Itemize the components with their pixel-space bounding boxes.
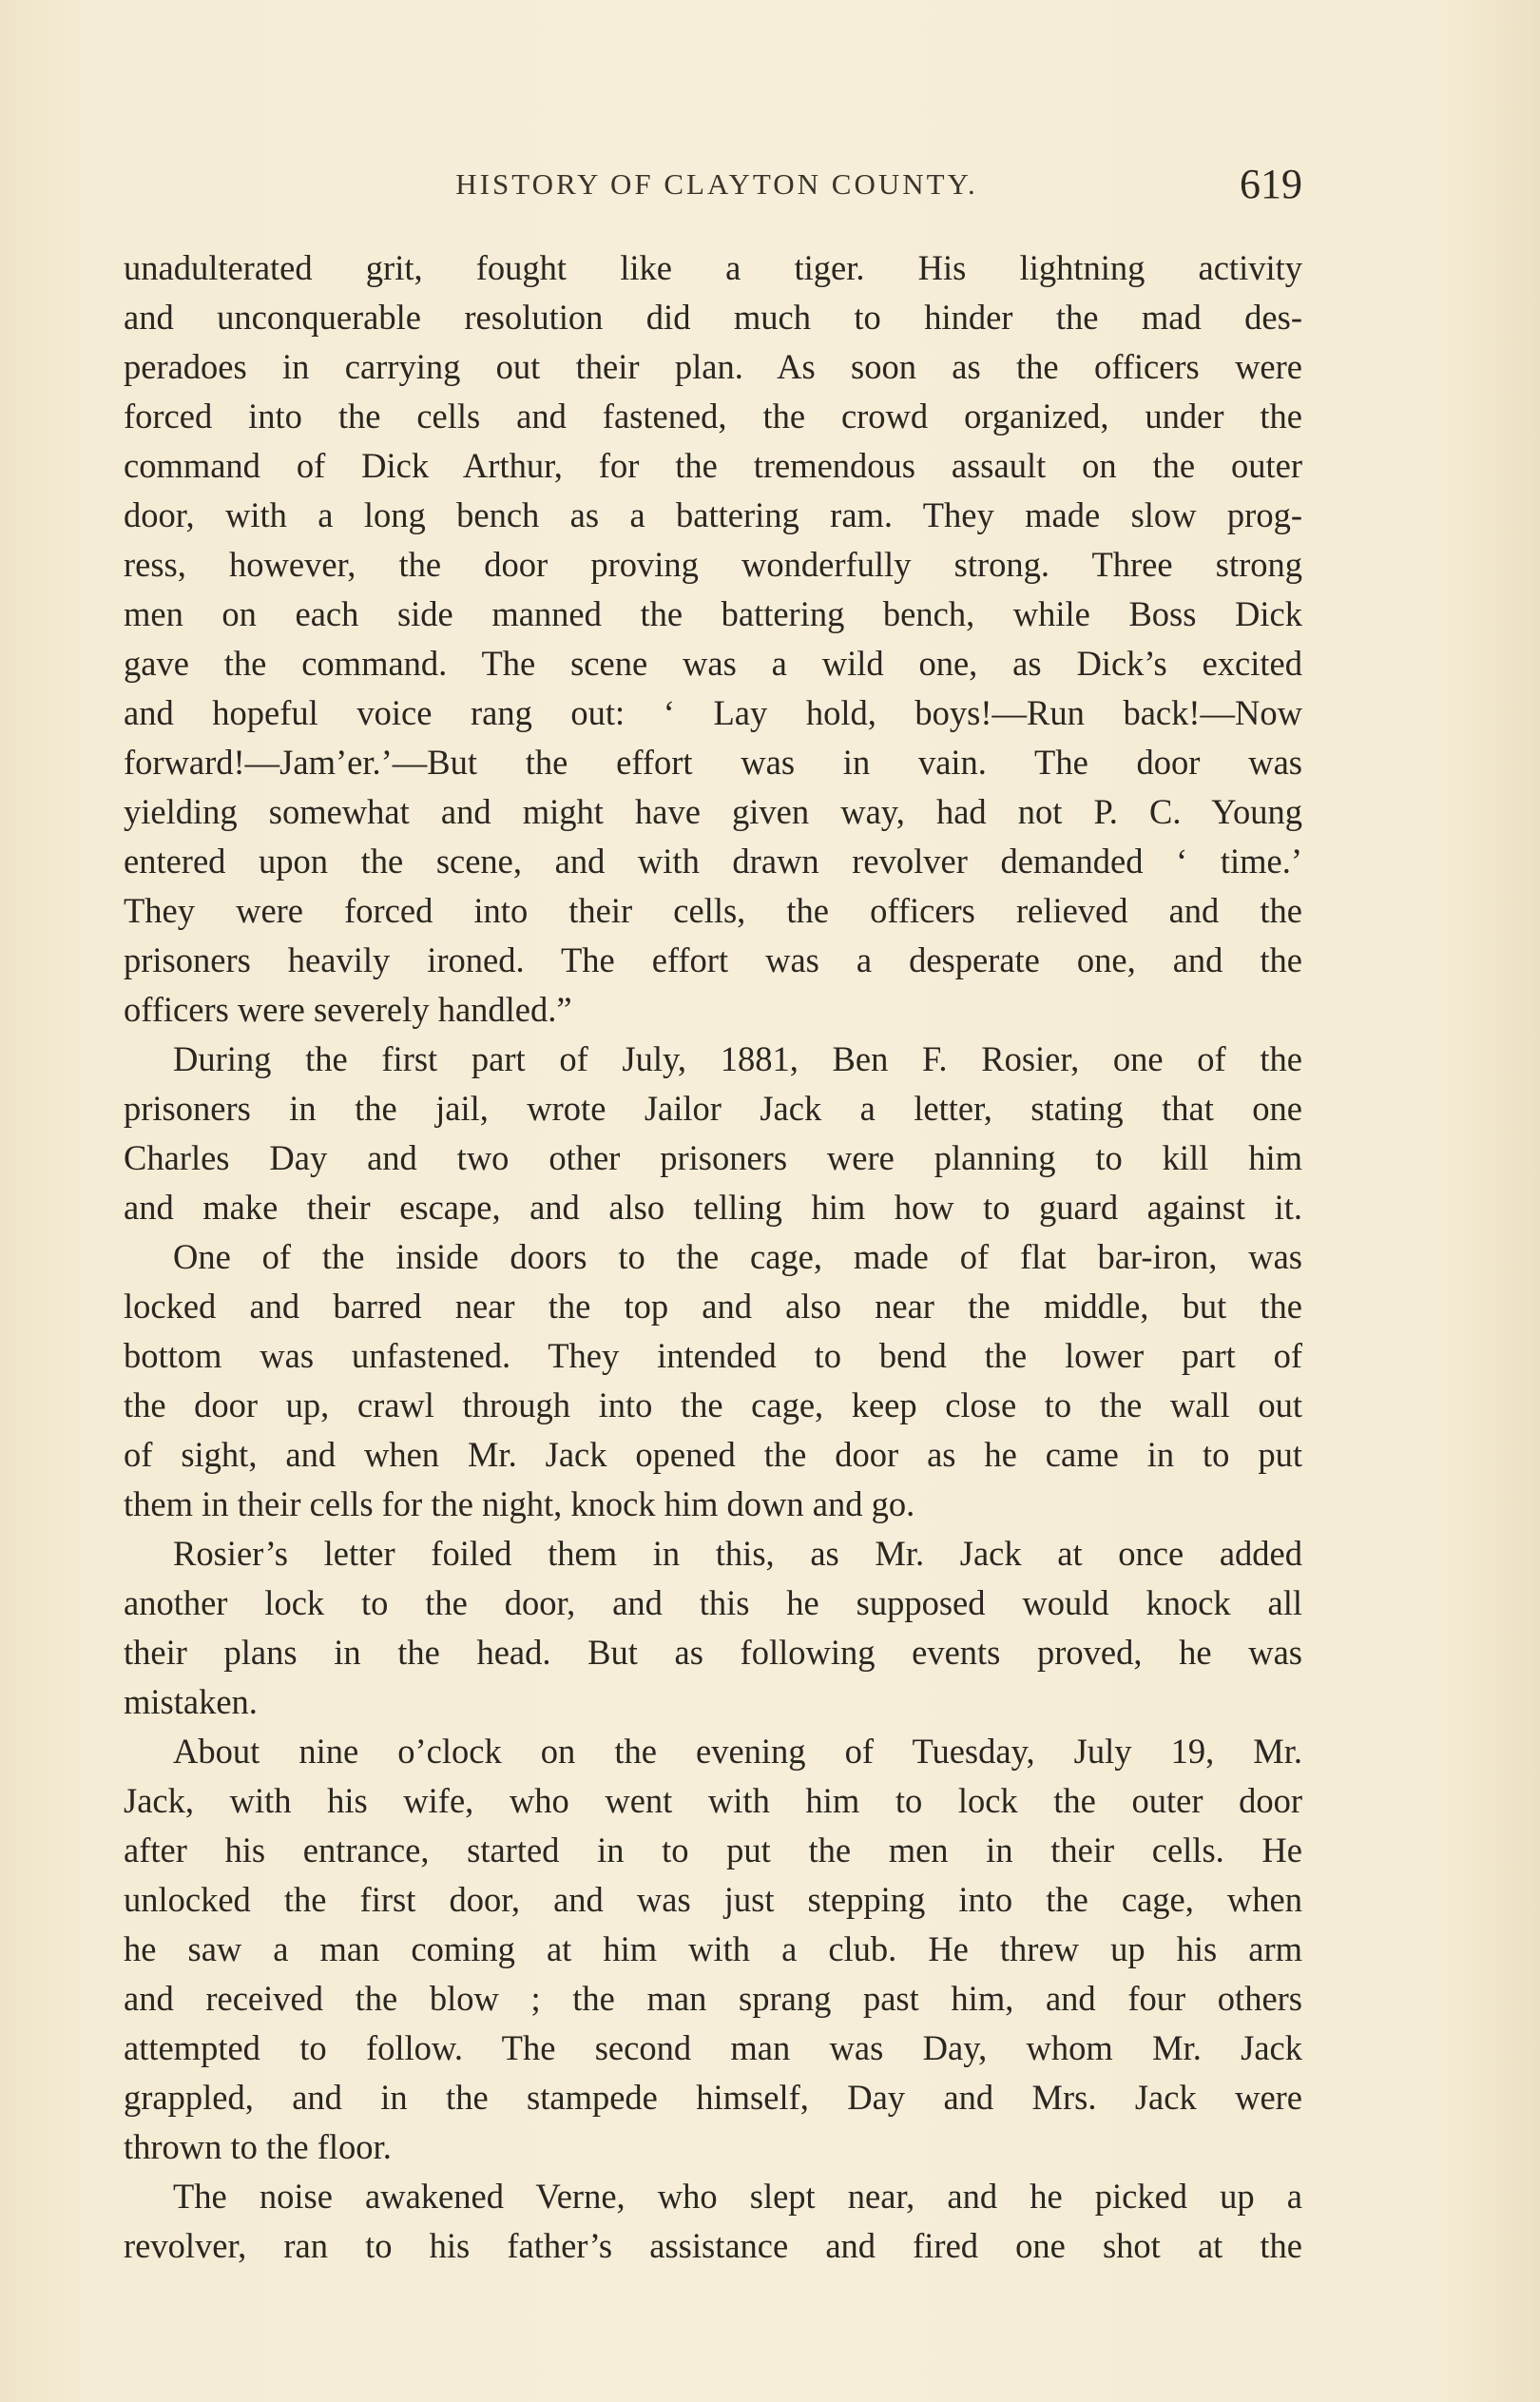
- text-line: mistaken.: [124, 1682, 258, 1721]
- text-line: Rosier’s letter foiled them in this, as Mr. Jack at once added: [173, 1534, 1302, 1573]
- text-line: entered upon the scene, and with drawn revolver demanded ‘ time.’: [124, 842, 1302, 881]
- text-line: yielding somewhat and might have given way, had not P. C. Young: [124, 792, 1302, 831]
- text-line: bottom was unfastened. They intended to bend the lower part of: [124, 1336, 1302, 1375]
- text-line: unlocked the first door, and was just stepping into the cage, when: [124, 1880, 1302, 1919]
- text-line: grappled, and in the stampede himself, Day and Mrs. Jack were: [124, 2078, 1302, 2117]
- text-line: them in their cells for the night, knock him down and go.: [124, 1484, 915, 1523]
- text-line: One of the inside doors to the cage, made of flat bar-iron, was: [173, 1237, 1302, 1276]
- text-line: peradoes in carrying out their plan. As soon as the officers were: [124, 347, 1302, 386]
- text-line: ress, however, the door proving wonderfully strong. Three strong: [124, 545, 1302, 584]
- body-text: [124, 243, 1302, 2271]
- text-line: During the first part of July, 1881, Ben F. Rosier, one of the: [173, 1039, 1302, 1078]
- text-line: thrown to the floor.: [124, 2127, 392, 2166]
- text-line: attempted to follow. The second man was Day, whom Mr. Jack: [124, 2028, 1302, 2067]
- text-line: command of Dick Arthur, for the tremendous assault on the outer: [124, 446, 1302, 485]
- text-line: and hopeful voice rang out: ‘ Lay hold, boys!—Run back!—Now: [124, 693, 1302, 732]
- text-line: another lock to the door, and this he supposed would knock all: [124, 1583, 1302, 1622]
- text-line: unadulterated grit, fought like a tiger. His lightning activity: [124, 248, 1302, 287]
- text-line: Jack, with his wife, who went with him to lock the outer door: [124, 1781, 1302, 1820]
- text-line: he saw a man coming at him with a club. He threw up his arm: [124, 1929, 1302, 1968]
- text-line: prisoners heavily ironed. The effort was a desperate one, and the: [124, 940, 1302, 979]
- text-line: About nine o’clock on the evening of Tuesday, July 19, Mr.: [173, 1732, 1302, 1771]
- text-line: The noise awakened Verne, who slept near, and he picked up a: [173, 2177, 1302, 2216]
- text-line: the door up, crawl through into the cage, keep close to the wall out: [124, 1385, 1302, 1424]
- text-line: door, with a long bench as a battering ram. They made slow prog-: [124, 495, 1302, 534]
- text-line: locked and barred near the top and also near the middle, but the: [124, 1287, 1302, 1326]
- text-line: forward!—Jam’er.’—But the effort was in vain. The door was: [124, 743, 1302, 782]
- text-line: and make their escape, and also telling him how to guard against it.: [124, 1188, 1302, 1227]
- text-line: and received the blow ; the man sprang past him, and four others: [124, 1979, 1302, 2018]
- text-line: revolver, ran to his father’s assistance and fired one shot at the: [124, 2226, 1302, 2265]
- text-line: prisoners in the jail, wrote Jailor Jack a letter, stating that one: [124, 1089, 1302, 1128]
- text-line: after his entrance, started in to put the men in their cells. He: [124, 1831, 1302, 1869]
- text-line: and unconquerable resolution did much to hinder the mad des-: [124, 298, 1302, 337]
- text-line: their plans in the head. But as following events proved, he was: [124, 1633, 1302, 1672]
- text-line: men on each side manned the battering bench, while Boss Dick: [124, 594, 1302, 633]
- text-line: They were forced into their cells, the officers relieved and the: [124, 891, 1302, 930]
- page-header: [131, 160, 1302, 217]
- text-line: officers were severely handled.”: [124, 990, 572, 1029]
- text-line: gave the command. The scene was a wild one, as Dick’s excited: [124, 644, 1302, 683]
- text-line: of sight, and when Mr. Jack opened the door as he came in to put: [124, 1435, 1302, 1474]
- running-title: HISTORY OF CLAYTON COUNTY.: [455, 167, 978, 201]
- page-number: 619: [1240, 161, 1302, 207]
- text-line: Charles Day and two other prisoners were planning to kill him: [124, 1138, 1302, 1177]
- text-line: forced into the cells and fastened, the crowd organized, under the: [124, 397, 1302, 436]
